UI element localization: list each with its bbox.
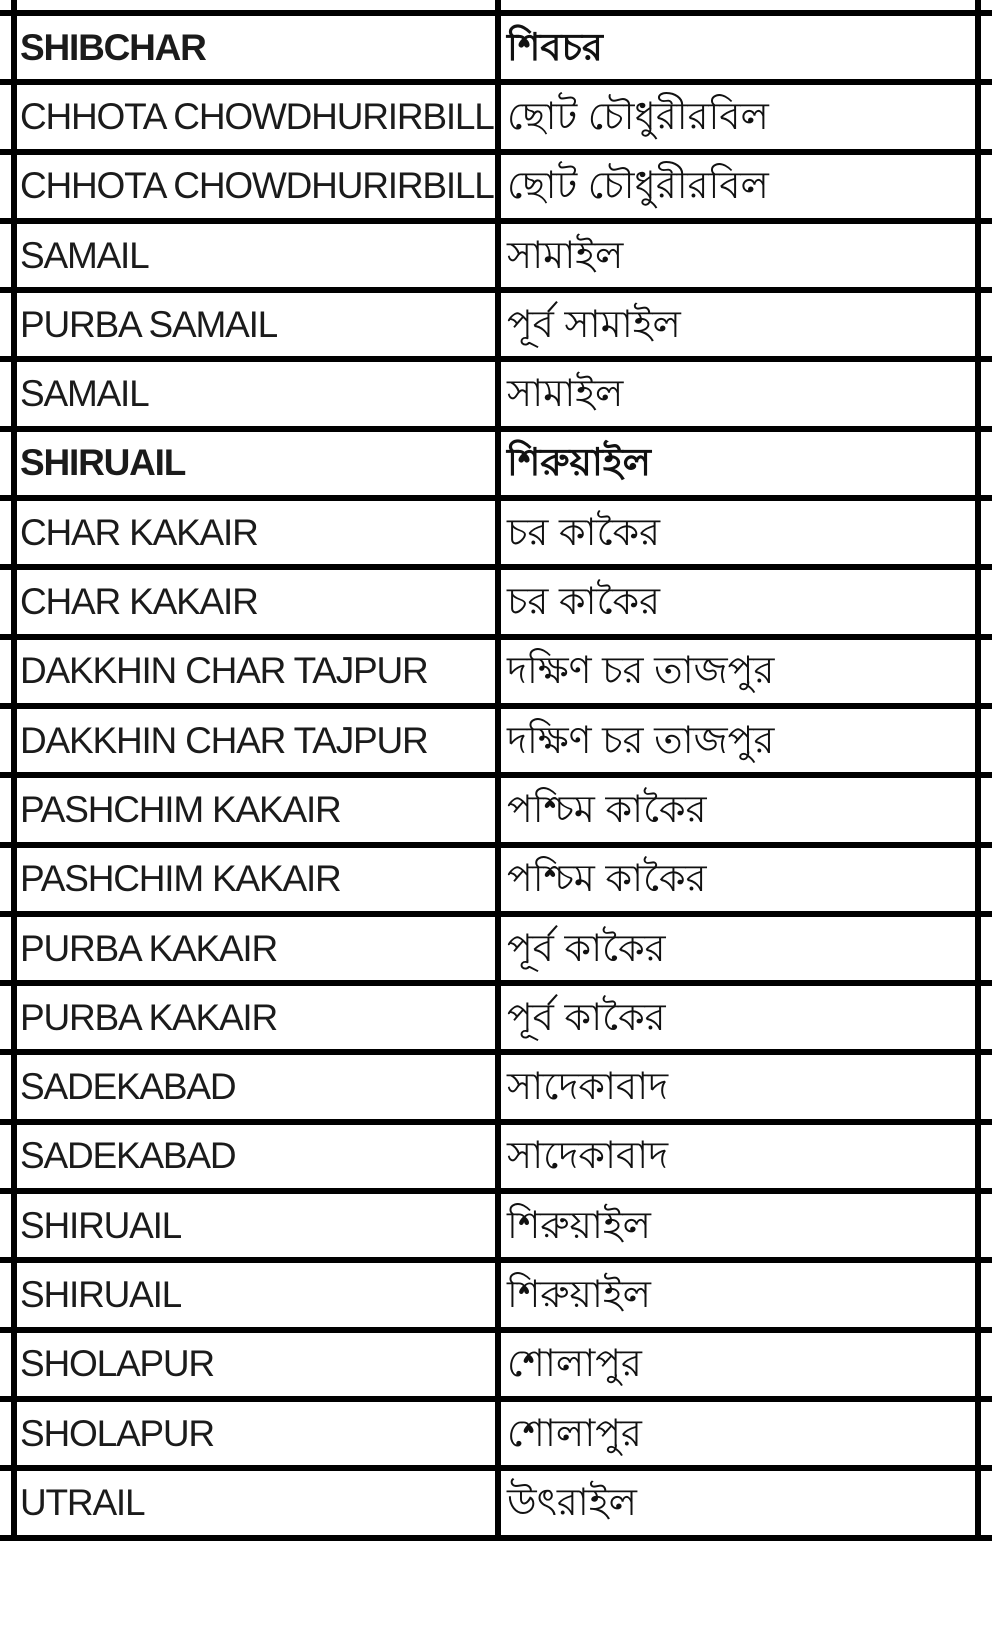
place-name-en-cell [17,1471,501,1540]
cropped-right-cell [981,1055,992,1124]
place-name-bn-cell [501,293,981,362]
place-name-bn-cell [501,570,981,639]
cropped-right-cell [981,0,992,16]
place-name-english: CHAR KAKAIR [20,511,258,553]
place-name-bn-cell [501,224,981,293]
cropped-right-cell [981,986,992,1055]
place-name-english: DAKKHIN CHAR TAJPUR [20,719,428,761]
place-name-bn-cell [501,1402,981,1471]
place-name-bengali: শিবচর [507,26,603,69]
place-name-bn-cell [501,640,981,709]
place-name-en-cell [17,570,501,639]
place-name-bn-cell [501,1333,981,1402]
place-name-bn-cell [501,1194,981,1263]
place-name-bengali: উৎরাইল [507,1481,637,1524]
place-name-bengali: চর কাকৈর [507,511,661,554]
place-name-english: SADEKABAD [20,1066,236,1108]
place-name-bn-cell [501,778,981,847]
cropped-left-cell [0,293,17,362]
cropped-right-cell [981,1263,992,1332]
place-name-bn-cell [501,1125,981,1194]
place-name-bn-cell [501,1263,981,1332]
place-name-english: SAMAIL [20,373,149,415]
place-name-english: SHOLAPUR [20,1412,214,1454]
place-name-en-cell [17,778,501,847]
place-name-english: SHIRUAIL [20,442,186,484]
cropped-right-cell [981,570,992,639]
cropped-left-cell [0,848,17,917]
place-name-bn-cell [501,85,981,154]
place-name-en-cell [17,0,501,16]
cropped-left-cell [0,709,17,778]
place-name-bengali: পূর্ব সামাইল [507,303,681,346]
place-name-bn-cell [501,16,981,85]
place-name-bengali: পশ্চিম কাকৈর [507,788,707,831]
place-name-bn-cell [501,848,981,917]
cropped-right-cell [981,848,992,917]
cropped-left-cell [0,917,17,986]
cropped-right-cell [981,1194,992,1263]
place-name-en-cell [17,709,501,778]
place-name-bengali: শিরুয়াইল [507,442,651,485]
place-name-bengali: ছোট চৌধুরীরবিল [507,95,769,138]
cropped-left-cell [0,570,17,639]
place-name-en-cell [17,1333,501,1402]
cropped-right-cell [981,155,992,224]
place-name-bengali: ছোট চৌধুরীরবিল [507,165,769,208]
cropped-left-cell [0,85,17,154]
cropped-left-cell [0,432,17,501]
place-name-english: PURBA SAMAIL [20,303,278,345]
place-name-en-cell [17,16,501,85]
cropped-left-cell [0,501,17,570]
cropped-right-cell [981,1402,992,1471]
place-name-english: SHOLAPUR [20,1343,214,1385]
cropped-left-cell [0,640,17,709]
place-name-en-cell [17,293,501,362]
place-name-english: CHAR KAKAIR [20,581,258,623]
cropped-left-cell [0,986,17,1055]
place-name-bn-cell [501,1055,981,1124]
place-name-english: SAMAIL [20,234,149,276]
cropped-right-cell [981,1125,992,1194]
cropped-left-cell [0,1055,17,1124]
cropped-right-cell [981,917,992,986]
place-name-bengali: শোলাপুর [507,1343,642,1386]
place-name-bn-cell [501,917,981,986]
place-name-bengali: সাদেকাবাদ [507,1135,669,1178]
place-name-bengali: পূর্ব কাকৈর [507,927,666,970]
place-name-bengali: সাদেকাবাদ [507,1066,669,1109]
place-name-bn-cell [501,155,981,224]
cropped-left-cell [0,155,17,224]
cropped-left-cell [0,362,17,431]
cropped-left-cell [0,778,17,847]
place-name-english: PURBA KAKAIR [20,996,278,1038]
place-name-en-cell [17,1402,501,1471]
place-name-en-cell [17,1263,501,1332]
cropped-left-cell [0,0,17,16]
place-name-bn-cell [501,362,981,431]
cropped-right-cell [981,432,992,501]
place-name-bengali: সামাইল [507,373,624,416]
place-name-bengali: চর কাকৈর [507,581,661,624]
place-name-en-cell [17,432,501,501]
place-name-bengali: সামাইল [507,234,624,277]
place-name-english: SADEKABAD [20,1135,236,1177]
cropped-left-cell [0,1194,17,1263]
cropped-left-cell [0,1333,17,1402]
place-name-en-cell [17,1125,501,1194]
cropped-right-cell [981,362,992,431]
place-name-bengali: শোলাপুর [507,1412,642,1455]
place-name-bengali: দক্ষিণ চর তাজপুর [507,719,775,762]
cropped-right-cell [981,85,992,154]
place-name-english: SHIBCHAR [20,26,206,68]
place-name-en-cell [17,917,501,986]
cropped-right-cell [981,16,992,85]
place-name-bengali: শিরুয়াইল [507,1273,651,1316]
place-name-english: PASHCHIM KAKAIR [20,788,341,830]
place-name-english: SHIRUAIL [20,1273,182,1315]
place-name-bn-cell [501,0,981,16]
place-name-english: SHIRUAIL [20,1204,182,1246]
place-name-en-cell [17,362,501,431]
cropped-right-cell [981,709,992,778]
place-name-english: PURBA KAKAIR [20,927,278,969]
cropped-left-cell [0,1471,17,1540]
place-name-en-cell [17,85,501,154]
cropped-right-cell [981,1333,992,1402]
place-name-en-cell [17,155,501,224]
place-name-bn-cell [501,432,981,501]
place-name-english: UTRAIL [20,1481,145,1523]
place-name-en-cell [17,986,501,1055]
cropped-right-cell [981,224,992,293]
cropped-right-cell [981,1471,992,1540]
place-name-bengali: শিরুয়াইল [507,1204,651,1247]
place-name-en-cell [17,640,501,709]
place-name-bn-cell [501,501,981,570]
place-name-bn-cell [501,986,981,1055]
place-name-bn-cell [501,709,981,778]
place-name-english: DAKKHIN CHAR TAJPUR [20,650,428,692]
cropped-left-cell [0,16,17,85]
cropped-left-cell [0,1125,17,1194]
cropped-left-cell [0,1263,17,1332]
place-name-bn-cell [501,1471,981,1540]
cropped-right-cell [981,778,992,847]
place-name-english: CHHOTA CHOWDHURIRBILL [20,95,494,137]
cropped-right-cell [981,640,992,709]
place-name-en-cell [17,1055,501,1124]
place-name-en-cell [17,501,501,570]
cropped-right-cell [981,501,992,570]
place-name-english: CHHOTA CHOWDHURIRBILL [20,165,494,207]
cropped-right-cell [981,293,992,362]
cropped-left-cell [0,1402,17,1471]
place-name-bengali: দক্ষিণ চর তাজপুর [507,650,775,693]
place-name-en-cell [17,848,501,917]
place-name-bengali: পশ্চিম কাকৈর [507,858,707,901]
place-name-bengali: পূর্ব কাকৈর [507,996,666,1039]
place-name-english: PASHCHIM KAKAIR [20,858,341,900]
cropped-left-cell [0,224,17,293]
place-name-en-cell [17,224,501,293]
place-name-en-cell [17,1194,501,1263]
